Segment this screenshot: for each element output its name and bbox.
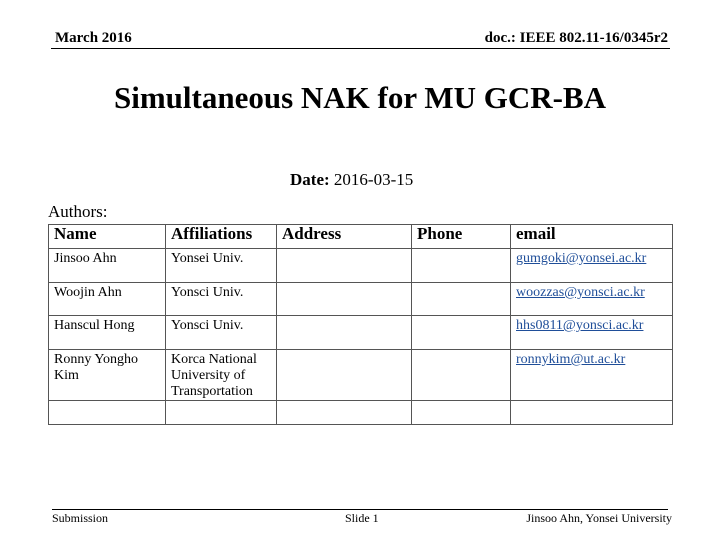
author-email-link[interactable]: ronnykim@ut.ac.kr — [516, 352, 626, 367]
column-header-address: Address — [277, 225, 412, 249]
header-date: March 2016 — [55, 30, 132, 46]
footer-author: Jinsoo Ahn, Yonsei University — [526, 511, 672, 525]
author-address — [277, 350, 412, 401]
column-header-name: Name — [49, 225, 166, 249]
date-label: Date: — [290, 170, 330, 189]
footer-divider — [52, 509, 668, 510]
date-line — [290, 170, 413, 190]
table-row — [49, 350, 673, 401]
author-phone — [412, 350, 511, 401]
author-email — [511, 401, 673, 425]
author-phone — [412, 401, 511, 425]
date-value: 2016-03-15 — [333, 170, 414, 189]
author-name: Woojin Ahn — [49, 283, 166, 316]
author-phone — [412, 316, 511, 350]
author-affiliation: Korca National University of Transportation — [166, 350, 277, 401]
authors-table — [48, 224, 673, 425]
footer-slide-number: Slide 1 — [345, 511, 379, 525]
author-phone — [412, 249, 511, 283]
author-name: Ronny Yongho Kim — [49, 350, 166, 401]
slide-title: Simultaneous NAK for MU GCR-BA — [114, 80, 606, 115]
author-affiliation: Yonsci Univ. — [166, 283, 277, 316]
author-address — [277, 283, 412, 316]
author-name: Hanscul Hong — [49, 316, 166, 350]
authors-label: Authors: — [48, 202, 108, 221]
table-header-row — [49, 225, 673, 249]
author-address — [277, 401, 412, 425]
table-row — [49, 283, 673, 316]
author-affiliation: Yonsci Univ. — [166, 316, 277, 350]
author-email-link[interactable]: gumgoki@yonsei.ac.kr — [516, 251, 647, 266]
author-name: Jinsoo Ahn — [49, 249, 166, 283]
table-row — [49, 249, 673, 283]
author-email-link[interactable]: hhs0811@yonsci.ac.kr — [516, 318, 644, 333]
header-divider — [51, 48, 670, 49]
column-header-affiliations: Affiliations — [166, 225, 277, 249]
author-affiliation — [166, 401, 277, 425]
author-phone — [412, 283, 511, 316]
author-address — [277, 316, 412, 350]
footer-submission: Submission — [52, 511, 109, 525]
author-affiliation: Yonsei Univ. — [166, 249, 277, 283]
header-doc-id: doc.: IEEE 802.11-16/0345r2 — [484, 30, 668, 46]
column-header-email: email — [511, 225, 673, 249]
column-header-phone: Phone — [412, 225, 511, 249]
table-row — [49, 401, 673, 425]
author-name — [49, 401, 166, 425]
table-row — [49, 316, 673, 350]
author-address — [277, 249, 412, 283]
author-email-link[interactable]: woozzas@yonsci.ac.kr — [516, 285, 645, 300]
